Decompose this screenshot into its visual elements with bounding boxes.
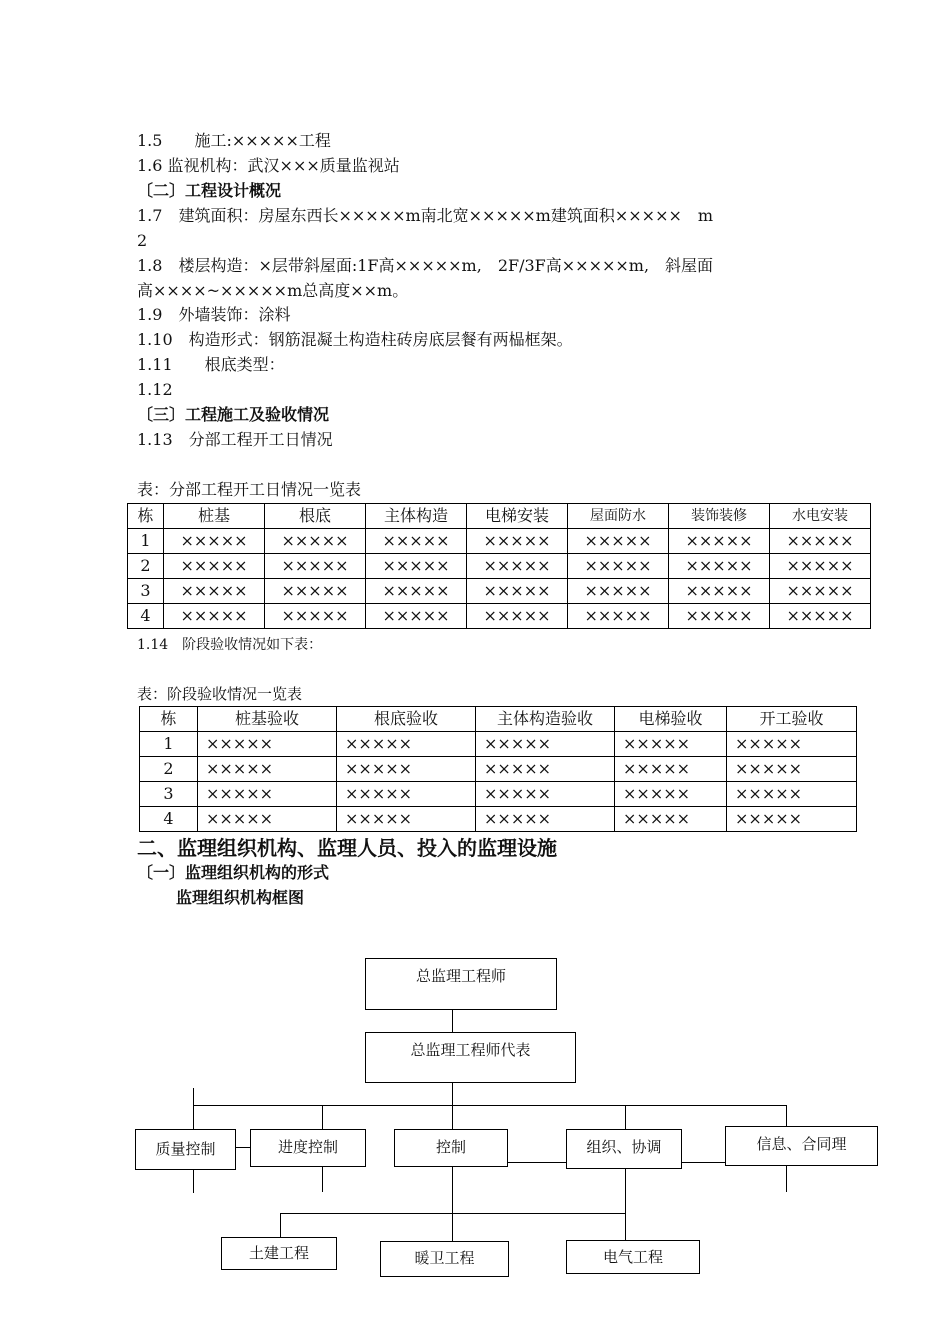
table-cell: ××××× <box>198 757 337 782</box>
table-cell: ××××× <box>615 782 727 807</box>
table-cell: ××××× <box>669 554 770 579</box>
header-cell: 装饰装修 <box>669 504 770 529</box>
clause-1-8-cont: 高××××~×××××m总高度××m。 <box>137 281 409 300</box>
table-cell: ××××× <box>669 529 770 554</box>
table-cell: 1 <box>140 732 198 757</box>
table-cell: ××××× <box>337 807 476 832</box>
table-cell: ××××× <box>669 579 770 604</box>
table-cell: ××××× <box>337 732 476 757</box>
header-cell: 主体构造 <box>366 504 467 529</box>
org-box-coordination: 组织、协调 <box>566 1129 682 1169</box>
table-cell: ××××× <box>198 807 337 832</box>
table-subproject-start <box>127 503 871 629</box>
section-heading-construction: 〔三〕工程施工及验收情况 <box>137 405 330 424</box>
table-cell: ××××× <box>476 757 615 782</box>
table-cell: ××××× <box>568 604 669 629</box>
header-cell: 栋 <box>128 504 164 529</box>
table-row <box>128 604 871 629</box>
section2-heading: 二、监理组织机构、监理人员、投入的监理设施 <box>137 836 557 860</box>
connector-line <box>452 1010 453 1032</box>
table-cell: ××××× <box>615 732 727 757</box>
connector-line <box>236 1147 250 1148</box>
table-row <box>140 757 857 782</box>
header-cell: 根底 <box>265 504 366 529</box>
clause-1-9: 1.9 外墙装饰：涂料 <box>137 305 291 324</box>
clause-1-7-unit: 2 <box>137 231 148 250</box>
header-cell: 屋面防水 <box>568 504 669 529</box>
table-cell: 3 <box>140 782 198 807</box>
org-box-deputy: 总监理工程师代表 <box>365 1032 576 1083</box>
table-cell: ××××× <box>366 529 467 554</box>
connector-line <box>682 1162 725 1163</box>
org-box-quality-control: 质量控制 <box>135 1129 236 1170</box>
table-cell: ××××× <box>770 554 871 579</box>
table-header-row <box>140 707 857 732</box>
table-stage-acceptance <box>139 706 857 832</box>
table-row <box>140 807 857 832</box>
header-cell: 水电安装 <box>770 504 871 529</box>
org-box-hvac-plumbing: 暖卫工程 <box>380 1241 509 1277</box>
table-cell: ××××× <box>366 554 467 579</box>
org-box-civil: 土建工程 <box>221 1237 337 1270</box>
table-cell: ××××× <box>337 757 476 782</box>
header-cell: 桩基 <box>164 504 265 529</box>
table-cell: ××××× <box>164 604 265 629</box>
table-row <box>140 782 857 807</box>
table-cell: ××××× <box>615 757 727 782</box>
table-cell: ××××× <box>727 732 857 757</box>
clause-1-11: 1.11 根底类型： <box>137 355 285 374</box>
header-cell: 电梯验收 <box>615 707 727 732</box>
table-cell: ××××× <box>476 782 615 807</box>
table-cell: ××××× <box>337 782 476 807</box>
org-box-chief-engineer: 总监理工程师 <box>365 958 557 1010</box>
org-box-electrical: 电气工程 <box>566 1240 700 1274</box>
table-cell: ××××× <box>770 604 871 629</box>
table-cell: ××××× <box>198 782 337 807</box>
table-cell: ××××× <box>770 579 871 604</box>
table-cell: ××××× <box>615 807 727 832</box>
table-cell: ××××× <box>727 757 857 782</box>
table1-caption: 表：分部工程开工日情况一览表 <box>137 480 362 499</box>
table-cell: ××××× <box>476 732 615 757</box>
table-cell: ××××× <box>265 554 366 579</box>
table-cell: ××××× <box>727 782 857 807</box>
org-chart-title: 监理组织机构框图 <box>176 888 305 907</box>
table-cell: ××××× <box>727 807 857 832</box>
table-row <box>140 732 857 757</box>
table-cell: ××××× <box>467 529 568 554</box>
clause-1-14: 1.14 阶段验收情况如下表： <box>137 637 323 653</box>
clause-1-5: 1.5 施工:×××××工程 <box>137 131 331 150</box>
table-cell: ××××× <box>467 604 568 629</box>
table-cell: ××××× <box>770 529 871 554</box>
connector-line <box>452 1213 453 1241</box>
table-row <box>128 579 871 604</box>
clause-1-8: 1.8 楼层构造：×层带斜屋面:1F高×××××m, 2F/3F高×××××m, 斜屋面 <box>137 256 714 275</box>
section2-subheading: 〔一〕监理组织机构的形式 <box>137 863 330 882</box>
table-cell: ××××× <box>568 579 669 604</box>
connector-line <box>280 1213 281 1237</box>
table-cell: 4 <box>140 807 198 832</box>
connector-line <box>193 1105 786 1106</box>
table2-caption: 表：阶段验收情况一览表 <box>137 685 303 703</box>
table-cell: 4 <box>128 604 164 629</box>
header-cell: 栋 <box>140 707 198 732</box>
table-cell: ××××× <box>164 529 265 554</box>
table-header-row <box>128 504 871 529</box>
connector-line <box>508 1162 566 1163</box>
table-cell: ××××× <box>568 529 669 554</box>
table-cell: ××××× <box>366 604 467 629</box>
clause-1-7: 1.7 建筑面积：房屋东西长×××××m南北宽×××××m建筑面积××××× m <box>137 206 714 225</box>
table-cell: ××××× <box>568 554 669 579</box>
section-heading-design: 〔二〕工程设计概况 <box>137 181 282 200</box>
table-cell: 2 <box>128 554 164 579</box>
clause-1-10: 1.10 构造形式：钢筋混凝土构造柱砖房底层餐有两榀框架。 <box>137 330 573 349</box>
table-cell: ××××× <box>265 604 366 629</box>
table-row <box>128 529 871 554</box>
table-cell: ××××× <box>467 554 568 579</box>
table-cell: ××××× <box>476 807 615 832</box>
table-cell: ××××× <box>164 554 265 579</box>
table-cell: ××××× <box>198 732 337 757</box>
table-cell: ××××× <box>366 579 467 604</box>
header-cell: 电梯安装 <box>467 504 568 529</box>
table-cell: 1 <box>128 529 164 554</box>
table-cell: 2 <box>140 757 198 782</box>
header-cell: 桩基验收 <box>198 707 337 732</box>
clause-1-13: 1.13 分部工程开工日情况 <box>137 430 333 449</box>
header-cell: 开工验收 <box>727 707 857 732</box>
org-box-info-contract: 信息、合同理 <box>725 1126 878 1166</box>
clause-1-6: 1.6 监视机构：武汉×××质量监视站 <box>137 156 400 175</box>
org-box-schedule-control: 进度控制 <box>250 1129 366 1167</box>
org-box-control: 控制 <box>394 1129 508 1167</box>
table-cell: ××××× <box>467 579 568 604</box>
header-cell: 根底验收 <box>337 707 476 732</box>
table-cell: ××××× <box>265 579 366 604</box>
table-cell: ××××× <box>669 604 770 629</box>
table-cell: 3 <box>128 579 164 604</box>
connector-line <box>625 1210 626 1240</box>
table-cell: ××××× <box>265 529 366 554</box>
clause-1-12: 1.12 <box>137 380 173 399</box>
header-cell: 主体构造验收 <box>476 707 615 732</box>
table-row <box>128 554 871 579</box>
table-cell: ××××× <box>164 579 265 604</box>
